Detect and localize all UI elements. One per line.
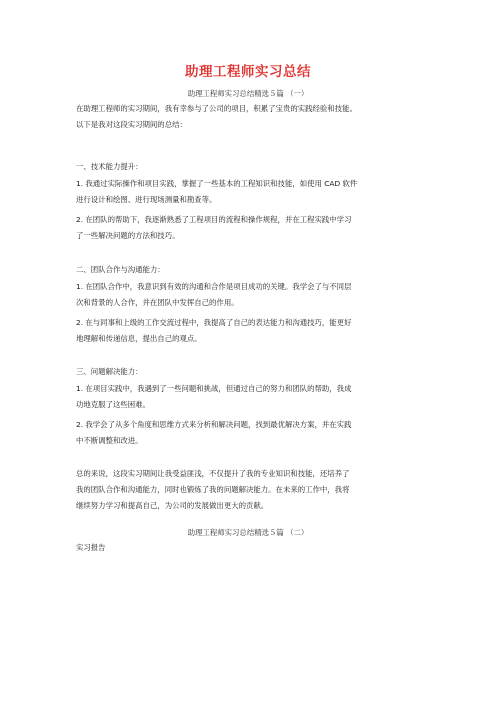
text-line: 以下是我对这段实习期间的总结： [76, 120, 187, 129]
problem-item-2 [76, 417, 428, 449]
text-line: 功地克服了这些困难。 [76, 400, 150, 409]
text-line: 继续努力学习和提高自己，为公司的发展做出更大的贡献。 [76, 501, 269, 510]
text-line: 中不断调整和改进。 [76, 436, 143, 445]
skills-item-1 [76, 176, 428, 208]
report-label: 实习报告 [76, 543, 106, 552]
text-line: 在助理工程师的实习期间，我有幸参与了公司的项目，积累了宝贵的实践经验和技能。 [76, 104, 357, 113]
text-line: 1. 我通过实际操作和项目实践，掌握了一些基本的工程知识和技能，如使用 CAD 软件 [76, 179, 358, 188]
heading-problem-solving: 三、问题解决能力： [76, 367, 143, 376]
section-subtitle-2: 助理工程师实习总结精选５篇 （二） [187, 528, 309, 537]
skills-item-2 [76, 212, 428, 244]
text-line: 2. 在团队的帮助下，我逐渐熟悉了工程项目的流程和操作规程，并在工程实践中学习 [76, 215, 352, 224]
problem-item-1 [76, 381, 428, 413]
heading-teamwork: 二、团队合作与沟通能力： [76, 265, 165, 274]
text-line: 我的团队合作和沟通能力，同时也锻炼了我的问题解决能力。在未来的工作中，我将 [76, 485, 350, 494]
text-line: 进行设计和绘图、进行现场测量和勘查等。 [76, 195, 217, 204]
text-line: 2. 我学会了从多个角度和思维方式来分析和解决问题，找到最优解决方案，并在实践 [76, 420, 352, 429]
text-line: 1. 在团队合作中，我意识到有效的沟通和合作是项目成功的关键。我学会了与不同层 [76, 282, 352, 291]
text-line: 1. 在项目实践中，我遇到了一些问题和挑战，但通过自己的努力和团队的帮助，我成 [76, 384, 352, 393]
text-line: 次和背景的人合作，并在团队中发挥自己的作用。 [76, 298, 239, 307]
teamwork-item-1 [76, 279, 428, 311]
summary-paragraph [76, 466, 428, 514]
text-line: 了一些解决问题的方法和技巧。 [76, 231, 180, 240]
heading-skills: 一、技术能力提升： [76, 162, 143, 171]
intro-paragraph [76, 101, 428, 133]
section-subtitle-1: 助理工程师实习总结精选５篇 （一） [187, 89, 309, 98]
teamwork-item-2 [76, 315, 428, 347]
text-line: 地理解和传递信息，提出自己的观点。 [76, 334, 202, 343]
document-title: 助理工程师实习总结 [185, 64, 311, 80]
text-line: 总的来说，这段实习期间让我受益匪浅，不仅提升了我的专业知识和技能，还培养了 [76, 469, 350, 478]
text-line: 2. 在与同事和上级的工作交流过程中，我提高了自己的表达能力和沟通技巧，能更好 [76, 318, 352, 327]
